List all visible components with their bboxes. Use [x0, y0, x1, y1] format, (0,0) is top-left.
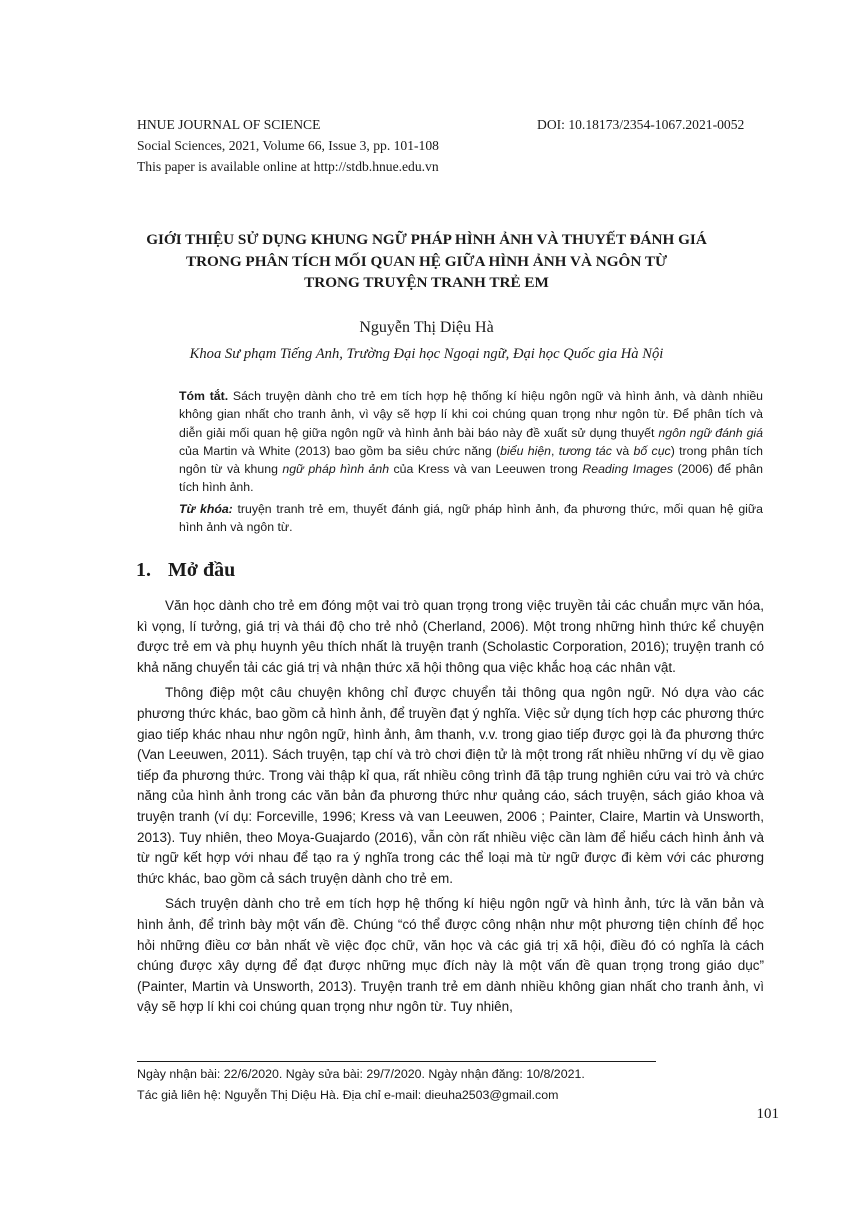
section-title: Mở đầu — [168, 559, 236, 581]
journal-series: Social Sciences, 2021, Volume 66, Issue 3, pp. 101-108 — [137, 138, 439, 153]
body-text — [137, 596, 764, 1023]
footnote-contact: Tác giả liên hệ: Nguyễn Thị Diệu Hà. Địa chỉ e-mail: dieuha2503@gmail.com — [137, 1088, 559, 1102]
abstract-text — [179, 387, 763, 497]
abstract-segment: của Kress và van Leeuwen trong — [389, 462, 583, 477]
journal-name: HNUE JOURNAL OF SCIENCE — [137, 117, 321, 132]
paragraph: Sách truyện dành cho trẻ em tích hợp hệ thống kí hiệu ngôn ngữ và hình ảnh, tức là văn bản và hình ảnh, để trình bày một vấn đề. Chúng “có thể được công nhận như một phương tiện chính để học hỏi những điều cơ bản nhất về việc đọc chữ, văn học và các giá trị xã hội, điều đó có nghĩa là cách chúng được xây dựng để đạt được những mục đích này là một vấn đề quan trọng trong giáo dục” (Painter, Martin và Unsworth, 2013). Truyện tranh trẻ em dành nhiều không gian nhất cho tranh ảnh, vì vậy sẽ hợp lí khi coi chúng quan trọng như ngôn từ. Tuy nhiên, — [137, 896, 764, 1015]
abstract-segment: Sách truyện dành cho trẻ em tích hợp hệ thống kí hiệu ngôn ngữ và hình ảnh, và dành nhiều không gian nhất cho tranh ảnh, vì vậy sẽ hợp lí khi coi chúng quan trọng như ngôn từ. Để phân tích và diễn giải mối quan hệ giữa ngôn ngữ và hình ảnh bài báo này đề xuất sử dụng thuyết — [179, 389, 763, 440]
keywords-text: truyện tranh trẻ em, thuyết đánh giá, ngữ pháp hình ảnh, đa phương thức, mối quan hệ giữa hình ảnh và ngôn từ. — [179, 501, 763, 535]
abstract-term: tương tác — [558, 443, 612, 458]
abstract-term: biểu hiện — [500, 443, 552, 458]
keywords — [179, 500, 763, 537]
doi: DOI: 10.18173/2354-1067.2021-0052 — [537, 117, 745, 132]
abstract-segment: và — [611, 443, 634, 458]
author-affiliation: Khoa Sư phạm Tiếng Anh, Trường Đại học Ngoại ngữ, Đại học Quốc gia Hà Nội — [189, 346, 664, 362]
paragraph: Thông điệp một câu chuyện không chỉ được chuyển tải thông qua ngôn ngữ. Nó dựa vào các phương thức khác, bao gồm cả hình ảnh, để truyền đạt ý nghĩa. Việc sử dụng tích hợp các phương thức giao tiếp khác nhau như ngôn ngữ, hình ảnh, âm thanh, v.v. trong giao tiếp được gọi là đa phương thức (Van Leeuwen, 2011). Sách truyện, tạp chí và trò chơi điện tử là một trong rất nhiều những ví dụ về giao tiếp đa phương thức. Trong vài thập kỉ qua, rất nhiều công trình đã tập trung nghiên cứu vai trò và chức năng của hình ảnh trong các văn bản đa phương thức như quảng cáo, sách truyện, sách giáo khoa và truyện tranh (ví dụ: Forceville, 1996; Kress và van Leeuwen, 2006 ; Painter, Claire, Martin và Unsworth, 2013). Tuy nhiên, theo Moya-Guajardo (2016), vẫn còn rất nhiều việc cần làm để hiểu cách hình ảnh và từ ngữ kết hợp với nhau để tạo ra ý nghĩa trong các thể loại mà từ ngữ được đi kèm với các phương thức khác, bao gồm cả sách truyện dành cho trẻ em. — [137, 685, 764, 886]
abstract-term: Reading Images — [582, 462, 673, 477]
author-name: Nguyễn Thị Diệu Hà — [359, 319, 494, 336]
abstract-label: Tóm tắt. — [179, 389, 229, 403]
section-number: 1. — [136, 559, 151, 581]
title-line-1: GIỚI THIỆU SỬ DỤNG KHUNG NGỮ PHÁP HÌNH ẢNH VÀ THUYẾT ĐÁNH GIÁ — [146, 231, 707, 248]
abstract-segment: ) trong phân tích ngôn từ và khung — [179, 443, 763, 477]
title-line-3: TRONG TRUYỆN TRANH TRẺ EM — [304, 274, 549, 291]
abstract-term: bố cục — [633, 443, 671, 458]
abstract-segment: của Martin và White (2013) bao gồm ba siêu chức năng ( — [179, 443, 501, 458]
keywords-label: Từ khóa: — [179, 501, 233, 516]
abstract-term: ngữ pháp hình ảnh — [282, 462, 390, 477]
paper-title — [120, 229, 733, 294]
availability-note: This paper is available online at http://stdb.hnue.edu.vn — [137, 159, 439, 174]
abstract-segment: (2006) để phân tích hình ảnh. — [179, 462, 763, 495]
abstract-term: ngôn ngữ đánh giá — [658, 425, 764, 440]
footnote-divider — [137, 1061, 656, 1062]
paragraph: Văn học dành cho trẻ em đóng một vai trò quan trọng trong việc truyền tải các chuẩn mực văn hóa, kì vọng, lí tưởng, giá trị và thái độ cho trẻ nhỏ (Cherland, 2006). Một trong những hình thức kể chuyện được trẻ em và phụ huynh yêu thích nhất là truyện tranh (Scholastic Corporation, 2016); truyện tranh có khả năng chuyển tải các giá trị và nhận thức xã hội thông qua việc khắc hoạ các nhân vật. — [137, 598, 764, 675]
page-number: 101 — [756, 1106, 779, 1122]
footnote-dates: Ngày nhận bài: 22/6/2020. Ngày sửa bài: 29/7/2020. Ngày nhận đăng: 10/8/2021. — [137, 1067, 585, 1081]
title-line-2: TRONG PHÂN TÍCH MỐI QUAN HỆ GIỮA HÌNH ẢNH VÀ NGÔN TỪ — [185, 252, 668, 270]
abstract-segment: , — [551, 443, 559, 458]
section-heading — [136, 557, 235, 583]
abstract — [179, 387, 763, 536]
